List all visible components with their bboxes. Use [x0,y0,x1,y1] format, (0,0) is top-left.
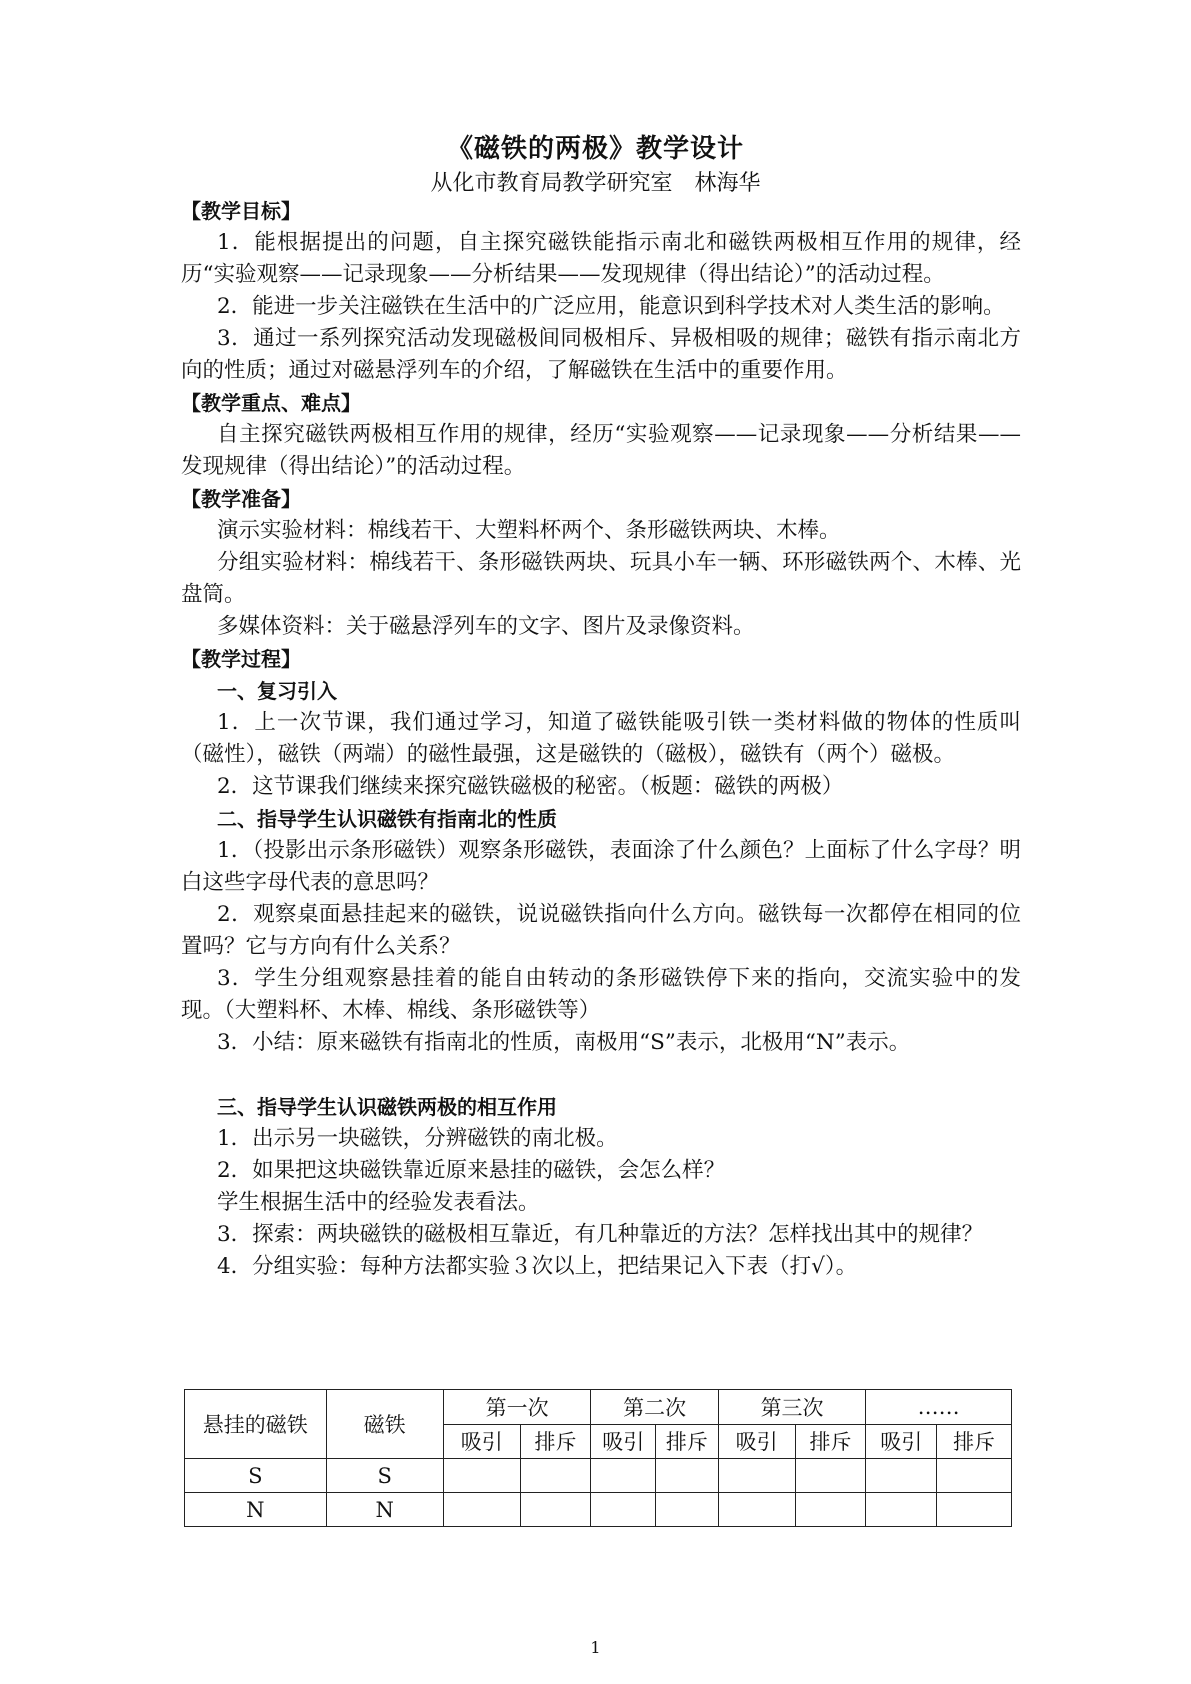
table-header-row [185,1390,1012,1425]
document-author: 从化市教育局教学研究室 林海华 [430,171,761,196]
subheader-attract: 吸引 [591,1424,656,1459]
document-body [181,195,1021,1283]
part-3-item-2: 2．如果把这块磁铁靠近原来悬挂的磁铁，会怎么样？ [217,1158,726,1183]
cell-empty [866,1459,937,1493]
cell-empty [718,1493,795,1527]
part-2-heading: 二、指导学生认识磁铁有指南北的性质 [217,807,557,831]
part-3-heading: 三、指导学生认识磁铁两极的相互作用 [217,1095,557,1119]
part-2-item-3: 3．学生分组观察悬挂着的能自由转动的条形磁铁停下来的指向，交流实验中的发现。（大塑料杯、木棒、棉线、条形磁铁等） [181,966,1021,1023]
cell-empty [718,1459,795,1493]
part-3-item-4: 4．分组实验：每种方法都实验３次以上，把结果记入下表（打√）。 [217,1254,858,1279]
prep-multimedia: 多媒体资料：关于磁悬浮列车的文字、图片及录像资料。 [217,614,755,639]
cell-hanging: N [185,1493,327,1527]
part-1-item-1: 1．上一次节课，我们通过学习，知道了磁铁能吸引铁一类材料做的物体的性质叫（磁性），磁铁（两端）的磁性最强，这是磁铁的（磁极），磁铁有（两个）磁极。 [181,710,1021,767]
part-2-item-2: 2．观察桌面悬挂起来的磁铁，说说磁铁指向什么方向。磁铁每一次都停在相同的位置吗？它与方向有什么关系？ [181,902,1021,959]
part-1-heading: 一、复习引入 [217,679,337,703]
table-row [185,1459,1012,1493]
part-2-summary: 3．小结：原来磁铁有指南北的性质，南极用“S”表示，北极用“N”表示。 [217,1030,911,1055]
heading-key-points: 【教学重点、难点】 [181,391,361,415]
cell-empty [795,1493,866,1527]
header-hanging-magnet: 悬挂的磁铁 [185,1390,327,1459]
cell-empty [591,1459,656,1493]
subheader-repel: 排斥 [937,1424,1012,1459]
cell-empty [656,1493,719,1527]
cell-empty [520,1459,591,1493]
subheader-repel: 排斥 [520,1424,591,1459]
prep-demo-materials: 演示实验材料：棉线若干、大塑料杯两个、条形磁铁两块、木棒。 [217,518,841,543]
header-more-trials: …… [866,1390,1012,1425]
header-magnet: 磁铁 [326,1390,443,1459]
cell-empty [937,1459,1012,1493]
subheader-attract: 吸引 [443,1424,520,1459]
table-row [185,1493,1012,1527]
prep-group-materials: 分组实验材料：棉线若干、条形磁铁两块、玩具小车一辆、环形磁铁两个、木棒、光盘筒。 [181,550,1021,607]
spacer [181,1059,1021,1091]
heading-teaching-goals: 【教学目标】 [181,199,301,223]
page-number: 1 [590,1638,601,1657]
goal-1: 1．能根据提出的问题，自主探究磁铁能指示南北和磁铁两极相互作用的规律，经历“实验观察——记录现象——分析结果——发现规律（得出结论）”的活动过程。 [181,230,1021,287]
cell-empty [443,1493,520,1527]
document-title: 《磁铁的两极》教学设计 [446,134,744,164]
part-2-item-1: 1．（投影出示条形磁铁）观察条形磁铁，表面涂了什么颜色？上面标了什么字母？明白这些字母代表的意思吗？ [181,838,1021,895]
header-first-trial: 第一次 [443,1390,591,1425]
cell-empty [795,1459,866,1493]
heading-preparation: 【教学准备】 [181,487,301,511]
heading-teaching-process: 【教学过程】 [181,647,301,671]
part-3-item-2b: 学生根据生活中的经验发表看法。 [217,1190,540,1215]
part-3-item-1: 1．出示另一块磁铁，分辨磁铁的南北极。 [217,1126,618,1151]
cell-empty [656,1459,719,1493]
cell-empty [937,1493,1012,1527]
subheader-repel: 排斥 [795,1424,866,1459]
cell-hanging: S [185,1459,327,1493]
cell-empty [866,1493,937,1527]
experiment-record-table [184,1389,1012,1527]
part-1-item-2: 2．这节课我们继续来探究磁铁磁极的秘密。（板题：磁铁的两极） [217,774,844,799]
cell-magnet: N [326,1493,443,1527]
cell-empty [443,1459,520,1493]
part-3-item-3: 3．探索：两块磁铁的磁极相互靠近，有几种靠近的方法？怎样找出其中的规律？ [217,1222,984,1247]
goal-2: 2．能进一步关注磁铁在生活中的广泛应用，能意识到科学技术对人类生活的影响。 [217,294,1005,319]
header-second-trial: 第二次 [591,1390,718,1425]
cell-empty [591,1493,656,1527]
header-third-trial: 第三次 [718,1390,866,1425]
cell-magnet: S [326,1459,443,1493]
key-points-text: 自主探究磁铁两极相互作用的规律，经历“实验观察——记录现象——分析结果——发现规律（得出结论）”的活动过程。 [181,422,1021,479]
subheader-attract: 吸引 [718,1424,795,1459]
subheader-attract: 吸引 [866,1424,937,1459]
goal-3: 3．通过一系列探究活动发现磁极间同极相斥、异极相吸的规律；磁铁有指示南北方向的性质；通过对磁悬浮列车的介绍，了解磁铁在生活中的重要作用。 [181,326,1021,383]
subheader-repel: 排斥 [656,1424,719,1459]
cell-empty [520,1493,591,1527]
